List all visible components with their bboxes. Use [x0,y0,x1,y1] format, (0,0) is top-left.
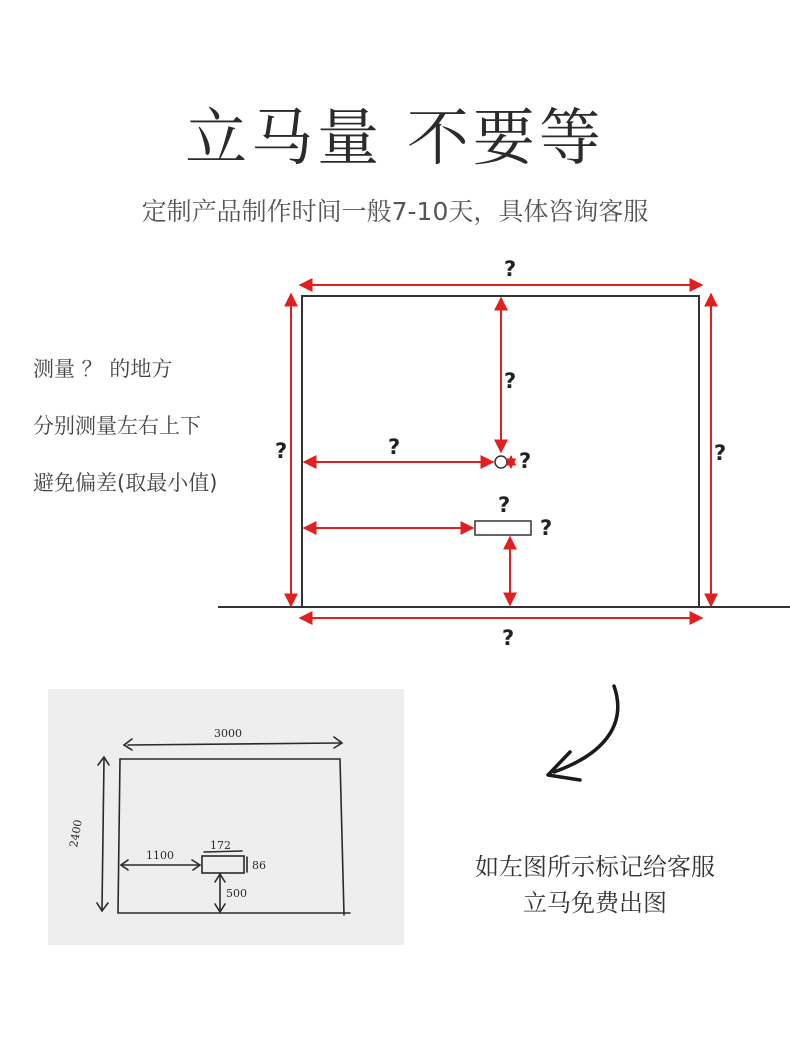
question-mark-box-height: ? [540,516,553,540]
question-mark-top-width: ? [504,257,517,281]
question-mark-box-width: ? [498,493,511,517]
sketch-photo [48,689,404,945]
sketch-left-label: 1100 [146,849,174,862]
sketch-box [202,856,244,873]
question-mark-point-size: ? [519,449,532,473]
page-subtitle: 定制产品制作时间一般7-10天，具体咨询客服 [141,197,649,226]
sketch-bottom-label: 500 [226,887,247,900]
sketch-height-label: 2400 [67,818,85,849]
caption-line-2: 立马免费出图 [523,889,667,917]
curved-arrow-icon [530,680,640,790]
point-marker [495,456,507,468]
sketch-box-width-label: 172 [210,839,231,852]
sketch-width-label: 3000 [214,727,242,740]
box-marker [475,521,531,535]
page-title: 立马量 不要等 [185,101,605,174]
tip-line-2: 分别测量左右上下 [33,414,201,438]
sketch-width-arrow [128,743,340,745]
question-mark-top-point: ? [504,369,517,393]
tip-line-3: 避免偏差(取最小值) [33,471,218,495]
question-mark-left-height: ? [275,439,288,463]
sketch-height-arrow [102,759,104,909]
question-mark-bottom-width: ? [502,626,515,650]
tip-line-1: 测量 ？ 的地方 [33,357,173,381]
question-mark-left-point: ? [388,435,401,459]
question-mark-right-height: ? [714,441,727,465]
sketch-box-height-label: 86 [252,859,266,872]
caption-line-1: 如左图所示标记给客服 [475,853,715,881]
